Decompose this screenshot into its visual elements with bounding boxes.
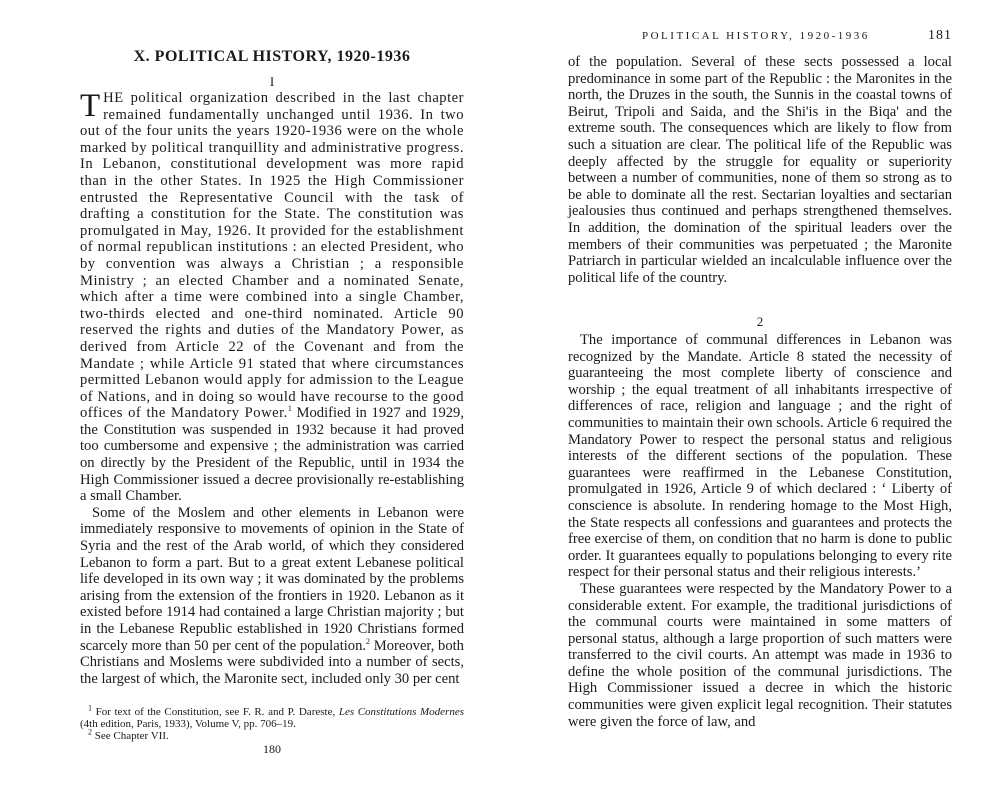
paragraph	[80, 505, 464, 688]
paragraph: These guarantees were respected by the Mandatory Power to a considerable extent. For example, the traditional jurisdictions of the communal courts were maintained in some matters of personal status, although a large proportion of such matters were transferred to the civil courts. An attempt was made in 1936 to define the whole position of the communal jurisdictions. The High Commissioner issued a decree in which the historic communities were given explicit legal recognition. Their statutes were given the force of law, and	[568, 580, 952, 730]
page-number: 181	[928, 28, 952, 43]
section-number: 2	[756, 314, 764, 329]
right-page-body-top	[568, 54, 952, 286]
footnote-marker: 2	[88, 727, 92, 737]
paragraph-text: Some of the Moslem and other elements in Lebanon were immediately responsive to movements of opinion in the State of Syria and the rest of the Arab world, of which they considered Lebanon to form a part. But to a great extent Lebanese political life developed in its own way ; it was dominated by the problems arising from the extension of the frontiers in 1920. Lebanon as it existed before 1914 had contained a large Christian majority ; but in the Lebanese Republic established in 1920 Christians formed scarcely more than 50 per cent of the population.	[80, 504, 464, 654]
paragraph-text: Modified in 1927 and 1929, the Constitution was suspended in 1932 because it had proved too cumbersome and expensive ; the administration was carried on directly by the President of the Republic, until in 1934 the High Commissioner issued a decree provisionally re-establishing a small Chamber.	[80, 405, 464, 505]
footnote-marker: 1	[88, 703, 92, 713]
left-page-body	[80, 90, 464, 687]
paragraph-text: Moreover, both Christians and Moslems were subdivided into a number of sects, the largest of which, the Maronite sect, included only 30 per cent	[80, 637, 464, 687]
footnote	[80, 703, 464, 730]
right-page-body-bottom	[568, 332, 952, 730]
footnote-citation: Les Constitutions Modernes	[338, 706, 464, 718]
section-number: I	[269, 74, 275, 89]
footnote-text: For text of the Constitution, see F. R. and P. Dareste,	[92, 706, 339, 718]
footnote-marker: 1	[287, 404, 292, 414]
right-page	[568, 0, 952, 795]
running-head-title: POLITICAL HISTORY, 1920-1936	[642, 30, 870, 42]
left-page	[80, 0, 464, 795]
page-number: 180	[263, 742, 281, 756]
footnote-marker: 2	[366, 636, 371, 646]
footnote-text: See Chapter VII.	[92, 730, 169, 742]
footnotes	[80, 703, 464, 742]
chapter-title: X. POLITICAL HISTORY, 1920-1936	[133, 48, 411, 65]
paragraph: The importance of communal differences in Lebanon was recognized by the Mandate. Article 8 stated the necessity of guaranteeing the most complete liberty of conscience and worship ; the equal treatment of all inhabitants irrespective of differences of race, religion and language ; and the right of communities to maintain their own schools. Article 6 required the Mandatory Power to respect the personal status and religious interests of the different sections of the population. These guarantees were reaffirmed in the Lebanese Constitution, promulgated in 1926, Article 9 of which declared : ‘ Liberty of conscience is absolute. In rendering homage to the Most High, the State respects all confessions and guarantees and protects the free exercise of them, on condition that no harm is done to public order. It guarantees equally to populations belonging to every rite respect for their personal status and their religious interests.’	[568, 332, 952, 581]
paragraph-text: HE political organization described in the last chapter remained fundamentally unchanged until 1936. In two out of the four units the years 1920-1936 were on the whole marked by political tranquillity and administrative progress. In Lebanon, constitutional development was more rapid than in the other States. In 1925 the High Commissioner entrusted the Representative Council with the task of drafting a constitution for the State. The constitution was promulgated in May, 1926. It provided for the establishment of normal republican institutions : an elected President, who by convention was always a Christian ; a responsible Ministry ; an elected Chamber and a nominated Senate, which after a time were combined into a single Chamber, two-thirds elected and one-third nominated. Article 90 reserved the rights and duties of the Mandatory Power, as derived from Article 22 of the Covenant and from the Mandate ; while Article 91 stated that where circumstances permitted Lebanon would apply for admission to the League of Nations, and in doing so would have recourse to the good offices of the Mandatory Power.	[80, 90, 464, 422]
paragraph: of the population. Several of these sects possessed a local predominance in some part of the Republic : the Maronites in the north, the Druzes in the south, the Sunnis in the coastal towns of Beirut, Tripoli and Saida, and the Shi'is in the Biqa' and the extreme south. The consequences which are likely to flow from such a situation are clear. The political life of the Republic was deeply affected by the struggle for equality or superiority between a number of communities, none of them so strong as to be able to dominate all the rest. Sectarian loyalties and sectarian jealousies thus continued and perhaps strengthened themselves. In addition, the domination of the spiritual leaders over the members of their communities was perpetuated ; the Maronite Patriarch in particular wielded an incalculable influence over the political life of the country.	[568, 54, 952, 286]
footnote	[80, 727, 464, 742]
paragraph	[80, 90, 464, 505]
drop-cap: T	[80, 88, 101, 124]
footnote-text: (4th edition, Paris, 1933), Volume V, pp. 706–19.	[80, 718, 296, 730]
